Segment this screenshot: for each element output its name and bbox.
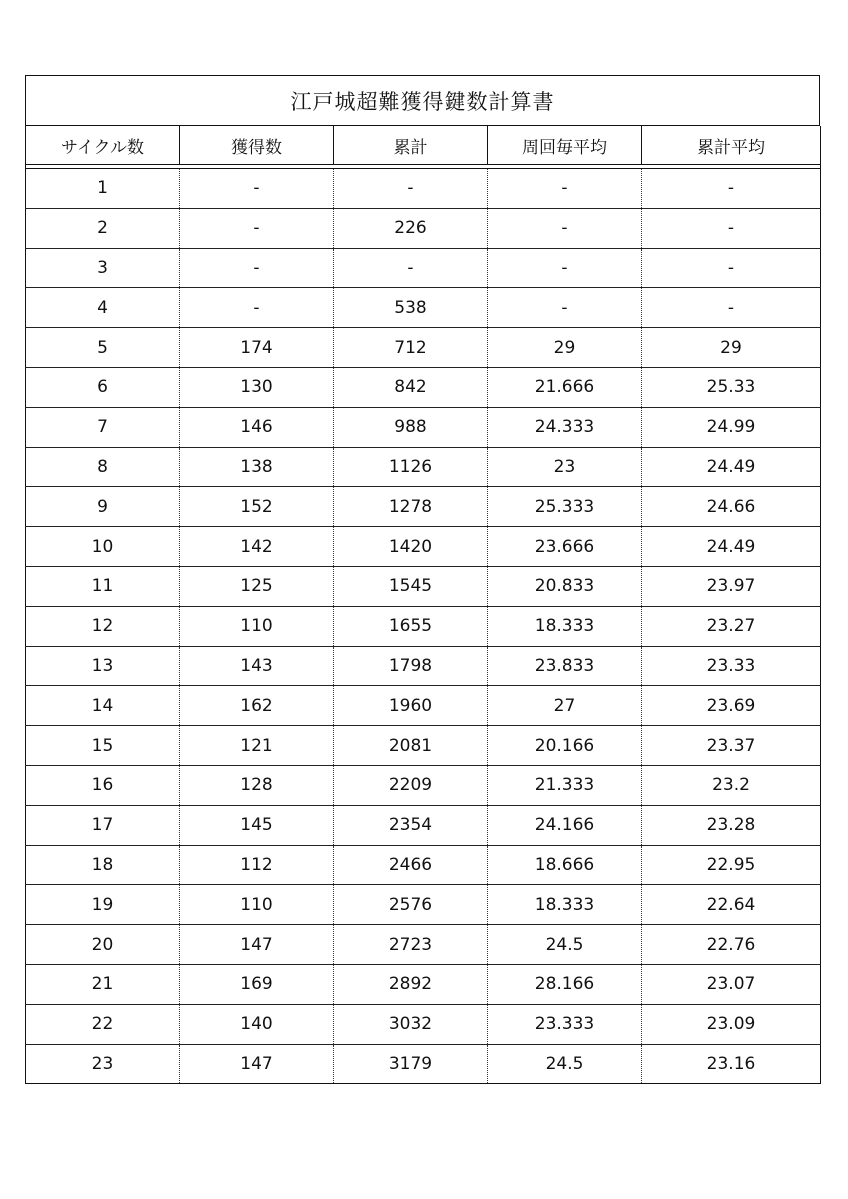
cell-cycle: 20 — [26, 925, 180, 965]
table-row — [26, 885, 821, 925]
cell-cumulative: 1655 — [334, 606, 488, 646]
cell-cumulative-average: 24.49 — [642, 447, 821, 487]
table-row — [26, 606, 821, 646]
cell-cycle: 10 — [26, 527, 180, 567]
cell-cycle: 23 — [26, 1044, 180, 1084]
cell-cumulative-average: 23.69 — [642, 686, 821, 726]
table-row — [26, 925, 821, 965]
cell-acquired: 143 — [180, 646, 334, 686]
header-cumulative-average: 累計平均 — [642, 126, 821, 165]
cell-per-run-average: 18.666 — [488, 845, 642, 885]
cell-per-run-average: - — [488, 169, 642, 209]
cell-cycle: 15 — [26, 726, 180, 766]
cell-cumulative: 988 — [334, 407, 488, 447]
sheet-title: 江戸城超難獲得鍵数計算書 — [25, 75, 820, 126]
cell-cycle: 19 — [26, 885, 180, 925]
cell-cumulative-average: 24.49 — [642, 527, 821, 567]
header-acquired: 獲得数 — [180, 126, 334, 165]
cell-cumulative: 1420 — [334, 527, 488, 567]
cell-per-run-average: 21.666 — [488, 367, 642, 407]
cell-cumulative-average: 23.2 — [642, 765, 821, 805]
cell-cycle: 18 — [26, 845, 180, 885]
cell-cumulative: 1798 — [334, 646, 488, 686]
table-row — [26, 1044, 821, 1084]
cell-cumulative: 1126 — [334, 447, 488, 487]
cell-cumulative-average: 22.64 — [642, 885, 821, 925]
cell-acquired: 112 — [180, 845, 334, 885]
cell-cycle: 21 — [26, 964, 180, 1004]
cell-acquired: 125 — [180, 566, 334, 606]
cell-acquired: 110 — [180, 606, 334, 646]
cell-cumulative-average: 23.27 — [642, 606, 821, 646]
cell-cycle: 11 — [26, 566, 180, 606]
cell-cumulative: 226 — [334, 208, 488, 248]
cell-cumulative-average: 24.99 — [642, 407, 821, 447]
cell-per-run-average: 18.333 — [488, 885, 642, 925]
cell-cycle: 6 — [26, 367, 180, 407]
table-body — [26, 165, 821, 1084]
cell-cumulative: 2892 — [334, 964, 488, 1004]
cell-per-run-average: 23 — [488, 447, 642, 487]
cell-cumulative-average: - — [642, 208, 821, 248]
cell-cumulative-average: - — [642, 288, 821, 328]
cell-cumulative-average: 23.37 — [642, 726, 821, 766]
cell-cycle: 17 — [26, 805, 180, 845]
cell-cycle: 8 — [26, 447, 180, 487]
table-row — [26, 248, 821, 288]
table-row — [26, 646, 821, 686]
cell-per-run-average: 23.333 — [488, 1004, 642, 1044]
cell-acquired: 174 — [180, 328, 334, 368]
cell-per-run-average: - — [488, 288, 642, 328]
header-cumulative: 累計 — [334, 126, 488, 165]
cell-cumulative: 2209 — [334, 765, 488, 805]
cell-acquired: 147 — [180, 1044, 334, 1084]
cell-cycle: 12 — [26, 606, 180, 646]
cell-cycle: 3 — [26, 248, 180, 288]
table-row — [26, 964, 821, 1004]
table-row — [26, 726, 821, 766]
cell-cumulative: 2081 — [334, 726, 488, 766]
cell-per-run-average: 24.166 — [488, 805, 642, 845]
cell-cumulative: 538 — [334, 288, 488, 328]
cell-cycle: 5 — [26, 328, 180, 368]
table-row — [26, 566, 821, 606]
cell-cumulative-average: 23.28 — [642, 805, 821, 845]
cell-cycle: 9 — [26, 487, 180, 527]
cell-cumulative: 2466 — [334, 845, 488, 885]
calculation-sheet — [25, 75, 820, 1084]
cell-cumulative-average: - — [642, 248, 821, 288]
table-row — [26, 765, 821, 805]
cell-cumulative: 1545 — [334, 566, 488, 606]
cell-acquired: 152 — [180, 487, 334, 527]
cell-cycle: 1 — [26, 169, 180, 209]
cell-per-run-average: 21.333 — [488, 765, 642, 805]
cell-cumulative: 1960 — [334, 686, 488, 726]
table-row — [26, 367, 821, 407]
cell-cumulative: 2354 — [334, 805, 488, 845]
cell-per-run-average: - — [488, 248, 642, 288]
cell-cumulative-average: 29 — [642, 328, 821, 368]
cell-acquired: 121 — [180, 726, 334, 766]
cell-acquired: 110 — [180, 885, 334, 925]
cell-per-run-average: - — [488, 208, 642, 248]
cell-cumulative: - — [334, 169, 488, 209]
header-cycle: サイクル数 — [26, 126, 180, 165]
cell-cumulative-average: 23.33 — [642, 646, 821, 686]
cell-cumulative-average: 22.76 — [642, 925, 821, 965]
table-row — [26, 288, 821, 328]
cell-cumulative: 2723 — [334, 925, 488, 965]
cell-per-run-average: 28.166 — [488, 964, 642, 1004]
key-count-table — [25, 126, 821, 1084]
table-row — [26, 686, 821, 726]
table-row — [26, 407, 821, 447]
cell-cumulative-average: 23.09 — [642, 1004, 821, 1044]
table-row — [26, 208, 821, 248]
cell-cycle: 2 — [26, 208, 180, 248]
cell-acquired: 147 — [180, 925, 334, 965]
cell-acquired: - — [180, 288, 334, 328]
cell-per-run-average: 23.833 — [488, 646, 642, 686]
header-row — [26, 126, 821, 165]
cell-acquired: 142 — [180, 527, 334, 567]
cell-per-run-average: 23.666 — [488, 527, 642, 567]
cell-acquired: - — [180, 169, 334, 209]
cell-per-run-average: 24.333 — [488, 407, 642, 447]
cell-cumulative-average: 24.66 — [642, 487, 821, 527]
cell-cumulative: 3032 — [334, 1004, 488, 1044]
cell-cumulative-average: 25.33 — [642, 367, 821, 407]
cell-per-run-average: 20.833 — [488, 566, 642, 606]
cell-per-run-average: 24.5 — [488, 1044, 642, 1084]
table-row — [26, 805, 821, 845]
cell-cumulative-average: - — [642, 169, 821, 209]
table-row — [26, 169, 821, 209]
cell-per-run-average: 27 — [488, 686, 642, 726]
cell-acquired: - — [180, 208, 334, 248]
table-row — [26, 447, 821, 487]
table-row — [26, 1004, 821, 1044]
cell-cumulative: 3179 — [334, 1044, 488, 1084]
cell-cycle: 4 — [26, 288, 180, 328]
table-row — [26, 845, 821, 885]
cell-cumulative-average: 23.16 — [642, 1044, 821, 1084]
cell-per-run-average: 18.333 — [488, 606, 642, 646]
table-row — [26, 487, 821, 527]
cell-acquired: 145 — [180, 805, 334, 845]
cell-cumulative-average: 23.97 — [642, 566, 821, 606]
header-per-run-average: 周回毎平均 — [488, 126, 642, 165]
table-row — [26, 527, 821, 567]
cell-per-run-average: 20.166 — [488, 726, 642, 766]
cell-cycle: 7 — [26, 407, 180, 447]
cell-cumulative: 712 — [334, 328, 488, 368]
cell-acquired: 138 — [180, 447, 334, 487]
cell-acquired: 169 — [180, 964, 334, 1004]
cell-cycle: 16 — [26, 765, 180, 805]
table-row — [26, 328, 821, 368]
cell-acquired: 146 — [180, 407, 334, 447]
cell-acquired: - — [180, 248, 334, 288]
cell-cumulative: - — [334, 248, 488, 288]
cell-per-run-average: 24.5 — [488, 925, 642, 965]
cell-cumulative: 842 — [334, 367, 488, 407]
cell-cycle: 13 — [26, 646, 180, 686]
cell-acquired: 128 — [180, 765, 334, 805]
cell-cumulative: 2576 — [334, 885, 488, 925]
cell-cumulative-average: 22.95 — [642, 845, 821, 885]
cell-acquired: 140 — [180, 1004, 334, 1044]
cell-cumulative: 1278 — [334, 487, 488, 527]
cell-cumulative-average: 23.07 — [642, 964, 821, 1004]
cell-cycle: 22 — [26, 1004, 180, 1044]
cell-per-run-average: 25.333 — [488, 487, 642, 527]
cell-cycle: 14 — [26, 686, 180, 726]
cell-per-run-average: 29 — [488, 328, 642, 368]
cell-acquired: 130 — [180, 367, 334, 407]
cell-acquired: 162 — [180, 686, 334, 726]
